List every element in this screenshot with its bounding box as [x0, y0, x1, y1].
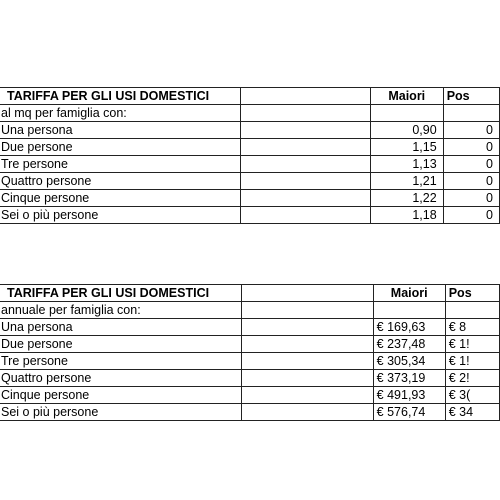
value-pos[interactable]: € 2!: [445, 370, 499, 387]
empty-cell[interactable]: [241, 387, 373, 404]
value-pos[interactable]: € 1!: [445, 336, 499, 353]
empty-cell[interactable]: [241, 139, 371, 156]
empty-cell[interactable]: [241, 353, 373, 370]
empty-cell[interactable]: [241, 336, 373, 353]
table-title[interactable]: TARIFFA PER GLI USI DOMESTICI: [0, 285, 241, 302]
value-maiori[interactable]: 1,13: [370, 156, 443, 173]
table-row: [0, 387, 500, 404]
row-label[interactable]: Sei o più persone: [0, 207, 241, 224]
value-maiori[interactable]: 1,22: [370, 190, 443, 207]
value-pos[interactable]: 0: [443, 139, 499, 156]
value-pos[interactable]: 0: [443, 207, 499, 224]
row-label[interactable]: Quattro persone: [0, 370, 241, 387]
table-row: [0, 173, 500, 190]
value-maiori[interactable]: € 169,63: [373, 319, 445, 336]
table-row: [0, 122, 500, 139]
table-subtitle-row: [0, 105, 500, 122]
value-maiori[interactable]: € 373,19: [373, 370, 445, 387]
table-row: [0, 207, 500, 224]
value-maiori[interactable]: 1,18: [370, 207, 443, 224]
value-pos[interactable]: 0: [443, 122, 499, 139]
empty-cell[interactable]: [241, 105, 371, 122]
table-header-row: [0, 285, 500, 302]
value-pos[interactable]: 0: [443, 190, 499, 207]
empty-cell[interactable]: [241, 302, 373, 319]
value-maiori[interactable]: € 491,93: [373, 387, 445, 404]
value-maiori[interactable]: € 237,48: [373, 336, 445, 353]
table-row: [0, 404, 500, 421]
empty-cell[interactable]: [373, 302, 445, 319]
empty-cell[interactable]: [370, 105, 443, 122]
row-label[interactable]: Tre persone: [0, 353, 241, 370]
value-maiori[interactable]: € 305,34: [373, 353, 445, 370]
row-label[interactable]: Tre persone: [0, 156, 241, 173]
empty-cell[interactable]: [241, 370, 373, 387]
empty-cell[interactable]: [241, 404, 373, 421]
table-row: [0, 336, 500, 353]
table-subtitle[interactable]: annuale per famiglia con:: [0, 302, 241, 319]
row-label[interactable]: Quattro persone: [0, 173, 241, 190]
value-maiori[interactable]: 1,15: [370, 139, 443, 156]
table-row: [0, 139, 500, 156]
empty-cell[interactable]: [241, 122, 371, 139]
tariff-table-per-mq: [0, 87, 500, 224]
value-pos[interactable]: € 8: [445, 319, 499, 336]
tariff-table-annual: [0, 284, 500, 421]
value-pos[interactable]: 0: [443, 173, 499, 190]
value-maiori[interactable]: 1,21: [370, 173, 443, 190]
table-row: [0, 370, 500, 387]
value-pos[interactable]: € 3(: [445, 387, 499, 404]
column-header-pos[interactable]: Pos: [443, 88, 499, 105]
value-maiori[interactable]: 0,90: [370, 122, 443, 139]
value-pos[interactable]: € 1!: [445, 353, 499, 370]
empty-cell[interactable]: [241, 156, 371, 173]
column-header-maiori[interactable]: Maiori: [373, 285, 445, 302]
table-subtitle[interactable]: al mq per famiglia con:: [0, 105, 241, 122]
table-row: [0, 319, 500, 336]
empty-cell[interactable]: [443, 105, 499, 122]
row-label[interactable]: Cinque persone: [0, 387, 241, 404]
row-label[interactable]: Sei o più persone: [0, 404, 241, 421]
row-label[interactable]: Una persona: [0, 122, 241, 139]
row-label[interactable]: Una persona: [0, 319, 241, 336]
table-row: [0, 156, 500, 173]
table-subtitle-row: [0, 302, 500, 319]
table-row: [0, 190, 500, 207]
row-label[interactable]: Due persone: [0, 139, 241, 156]
empty-cell[interactable]: [241, 285, 373, 302]
value-pos[interactable]: € 34: [445, 404, 499, 421]
empty-cell[interactable]: [241, 207, 371, 224]
row-label[interactable]: Cinque persone: [0, 190, 241, 207]
empty-cell[interactable]: [445, 302, 499, 319]
table-header-row: [0, 88, 500, 105]
empty-cell[interactable]: [241, 319, 373, 336]
column-header-maiori[interactable]: Maiori: [370, 88, 443, 105]
value-pos[interactable]: 0: [443, 156, 499, 173]
empty-cell[interactable]: [241, 88, 371, 105]
empty-cell[interactable]: [241, 190, 371, 207]
value-maiori[interactable]: € 576,74: [373, 404, 445, 421]
table-title[interactable]: TARIFFA PER GLI USI DOMESTICI: [0, 88, 241, 105]
table-row: [0, 353, 500, 370]
row-label[interactable]: Due persone: [0, 336, 241, 353]
empty-cell[interactable]: [241, 173, 371, 190]
column-header-pos[interactable]: Pos: [445, 285, 499, 302]
